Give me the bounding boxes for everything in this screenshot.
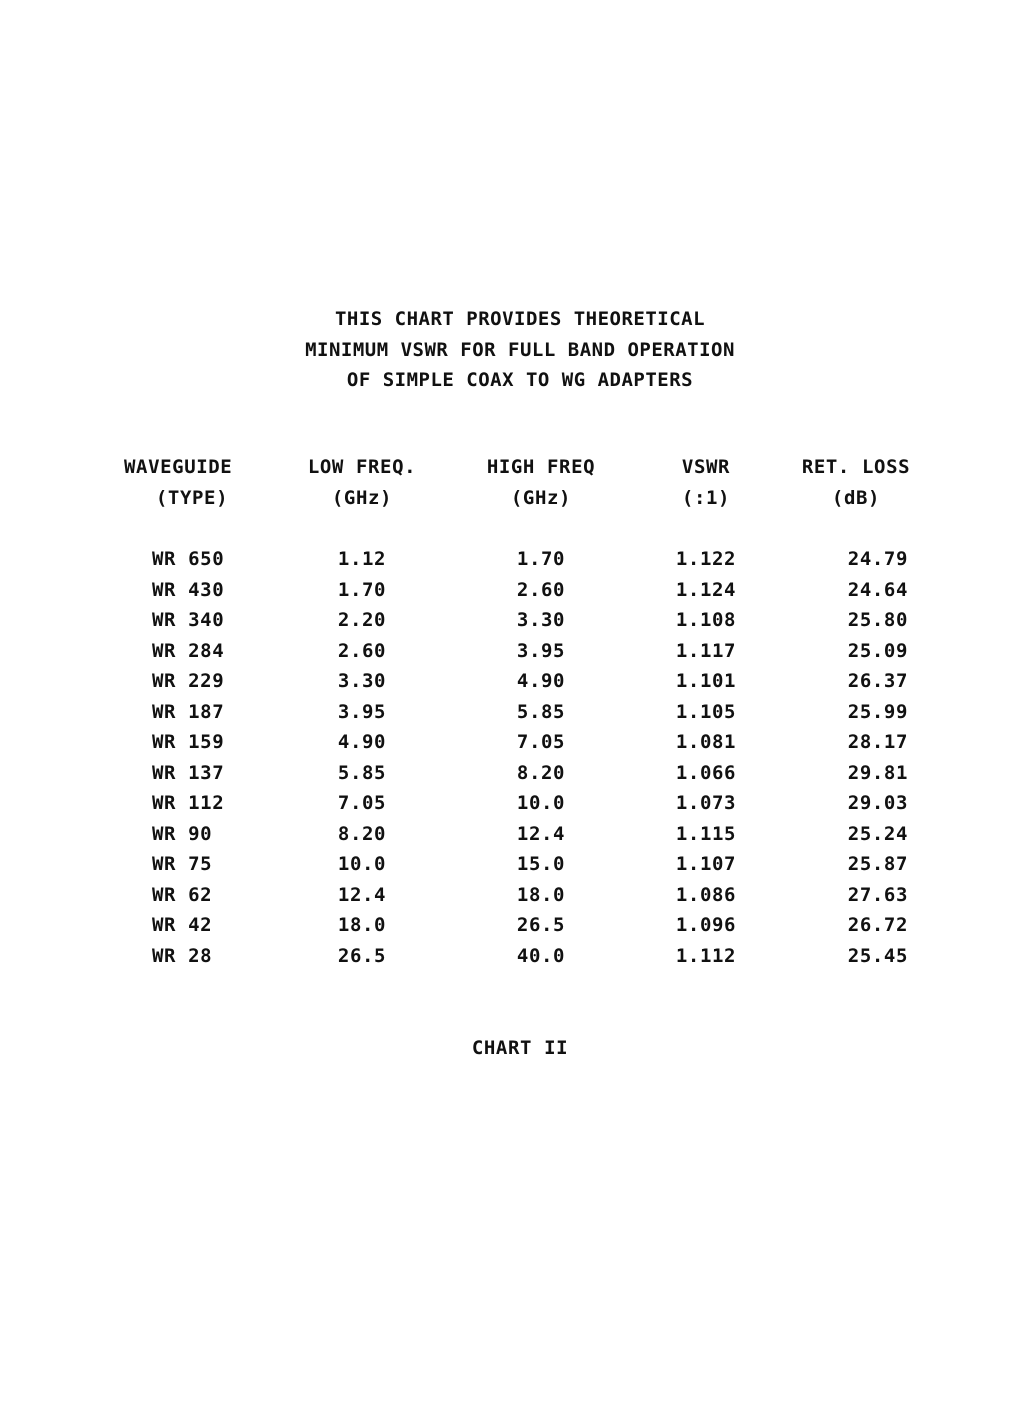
cell-low-freq: 3.95	[337, 700, 387, 723]
cell-vswr: 1.108	[675, 609, 737, 631]
heading-line: OF SIMPLE COAX TO WG ADAPTERS	[346, 369, 694, 391]
cell-ret-loss: 25.24	[847, 822, 908, 845]
cell-low-freq: 1.12	[337, 548, 387, 570]
table-row	[0, 914, 1020, 944]
table-header-units-row	[0, 487, 1020, 517]
table-row	[0, 823, 1020, 853]
cell-high-freq: 7.05	[516, 731, 566, 753]
cell-vswr: 1.081	[675, 731, 737, 753]
cell-ret-loss: 25.09	[847, 639, 908, 662]
cell-ret-loss: 25.99	[847, 700, 908, 723]
cell-low-freq: 12.4	[337, 883, 387, 906]
heading-line: MINIMUM VSWR FOR FULL BAND OPERATION	[305, 338, 735, 361]
cell-ret-loss: 27.63	[847, 883, 908, 906]
cell-vswr: 1.124	[675, 578, 737, 601]
table-row	[0, 853, 1020, 883]
cell-low-freq: 1.70	[337, 578, 387, 601]
cell-ret-loss: 24.79	[847, 548, 908, 570]
cell-low-freq: 7.05	[337, 792, 387, 814]
cell-vswr: 1.066	[675, 761, 737, 784]
cell-ret-loss: 25.80	[847, 609, 908, 631]
cell-vswr: 1.115	[675, 822, 737, 845]
header-low-freq-unit: (GHz)	[331, 487, 393, 509]
cell-low-freq: 2.20	[337, 609, 387, 631]
cell-high-freq: 3.95	[516, 639, 566, 662]
table-row	[0, 640, 1020, 670]
header-ret-loss-unit: (dB)	[831, 487, 881, 509]
cell-high-freq: 18.0	[516, 883, 566, 906]
cell-waveguide-type: WR 650	[152, 548, 225, 570]
table-row	[0, 548, 1020, 578]
cell-ret-loss: 28.17	[847, 731, 908, 753]
cell-low-freq: 10.0	[337, 853, 387, 875]
cell-low-freq: 18.0	[337, 914, 387, 936]
cell-vswr: 1.117	[675, 639, 737, 662]
cell-waveguide-type: WR 187	[152, 700, 225, 723]
cell-low-freq: 3.30	[337, 670, 387, 692]
header-low-freq: LOW FREQ.	[307, 456, 417, 478]
header-waveguide-unit: (TYPE)	[155, 487, 229, 509]
header-vswr-unit: (:1)	[681, 487, 731, 509]
chart-caption: CHART II	[471, 1037, 569, 1059]
header-vswr: VSWR	[681, 456, 731, 478]
cell-vswr: 1.107	[675, 853, 737, 875]
cell-ret-loss: 24.64	[847, 578, 908, 601]
cell-ret-loss: 26.37	[847, 670, 908, 692]
heading-line: THIS CHART PROVIDES THEORETICAL	[334, 308, 706, 330]
cell-vswr: 1.096	[675, 914, 737, 936]
cell-low-freq: 5.85	[337, 761, 387, 784]
cell-low-freq: 4.90	[337, 731, 387, 753]
table-row	[0, 609, 1020, 639]
table-row	[0, 701, 1020, 731]
header-high-freq: HIGH FREQ	[486, 456, 596, 478]
cell-high-freq: 5.85	[516, 700, 566, 723]
cell-waveguide-type: WR 112	[152, 792, 225, 814]
header-ret-loss: RET. LOSS	[801, 456, 911, 478]
cell-waveguide-type: WR 42	[152, 914, 213, 936]
cell-high-freq: 26.5	[516, 914, 566, 936]
table-row	[0, 762, 1020, 792]
cell-high-freq: 15.0	[516, 853, 566, 875]
cell-ret-loss: 29.81	[847, 761, 908, 784]
cell-ret-loss: 25.87	[847, 853, 908, 875]
table-row	[0, 579, 1020, 609]
cell-high-freq: 3.30	[516, 609, 566, 631]
cell-high-freq: 10.0	[516, 792, 566, 814]
table-row	[0, 670, 1020, 700]
header-high-freq-unit: (GHz)	[510, 487, 572, 509]
table-row	[0, 884, 1020, 914]
cell-vswr: 1.122	[675, 548, 737, 570]
cell-vswr: 1.105	[675, 700, 737, 723]
cell-high-freq: 2.60	[516, 578, 566, 601]
cell-waveguide-type: WR 340	[152, 609, 225, 631]
table-row	[0, 731, 1020, 761]
cell-waveguide-type: WR 28	[152, 944, 213, 967]
cell-vswr: 1.086	[675, 883, 737, 906]
cell-low-freq: 2.60	[337, 639, 387, 662]
cell-waveguide-type: WR 284	[152, 639, 225, 662]
table-header-row	[0, 456, 1020, 486]
cell-waveguide-type: WR 62	[152, 883, 213, 906]
cell-high-freq: 8.20	[516, 761, 566, 784]
cell-ret-loss: 29.03	[847, 792, 908, 814]
cell-high-freq: 12.4	[516, 822, 566, 845]
cell-vswr: 1.073	[675, 792, 737, 814]
cell-high-freq: 1.70	[516, 548, 566, 570]
cell-waveguide-type: WR 75	[152, 853, 213, 875]
header-waveguide: WAVEGUIDE	[124, 456, 233, 478]
cell-waveguide-type: WR 229	[152, 670, 225, 692]
cell-low-freq: 26.5	[337, 944, 387, 967]
cell-low-freq: 8.20	[337, 822, 387, 845]
cell-ret-loss: 25.45	[847, 944, 908, 967]
cell-vswr: 1.112	[675, 944, 737, 967]
table-row	[0, 945, 1020, 975]
cell-waveguide-type: WR 90	[152, 822, 213, 845]
cell-high-freq: 4.90	[516, 670, 566, 692]
cell-waveguide-type: WR 430	[152, 578, 225, 601]
cell-high-freq: 40.0	[516, 944, 566, 967]
chart-description	[0, 304, 1020, 396]
cell-ret-loss: 26.72	[847, 914, 908, 936]
cell-waveguide-type: WR 159	[152, 731, 225, 753]
cell-waveguide-type: WR 137	[152, 761, 225, 784]
table-row	[0, 792, 1020, 822]
cell-vswr: 1.101	[675, 670, 737, 692]
